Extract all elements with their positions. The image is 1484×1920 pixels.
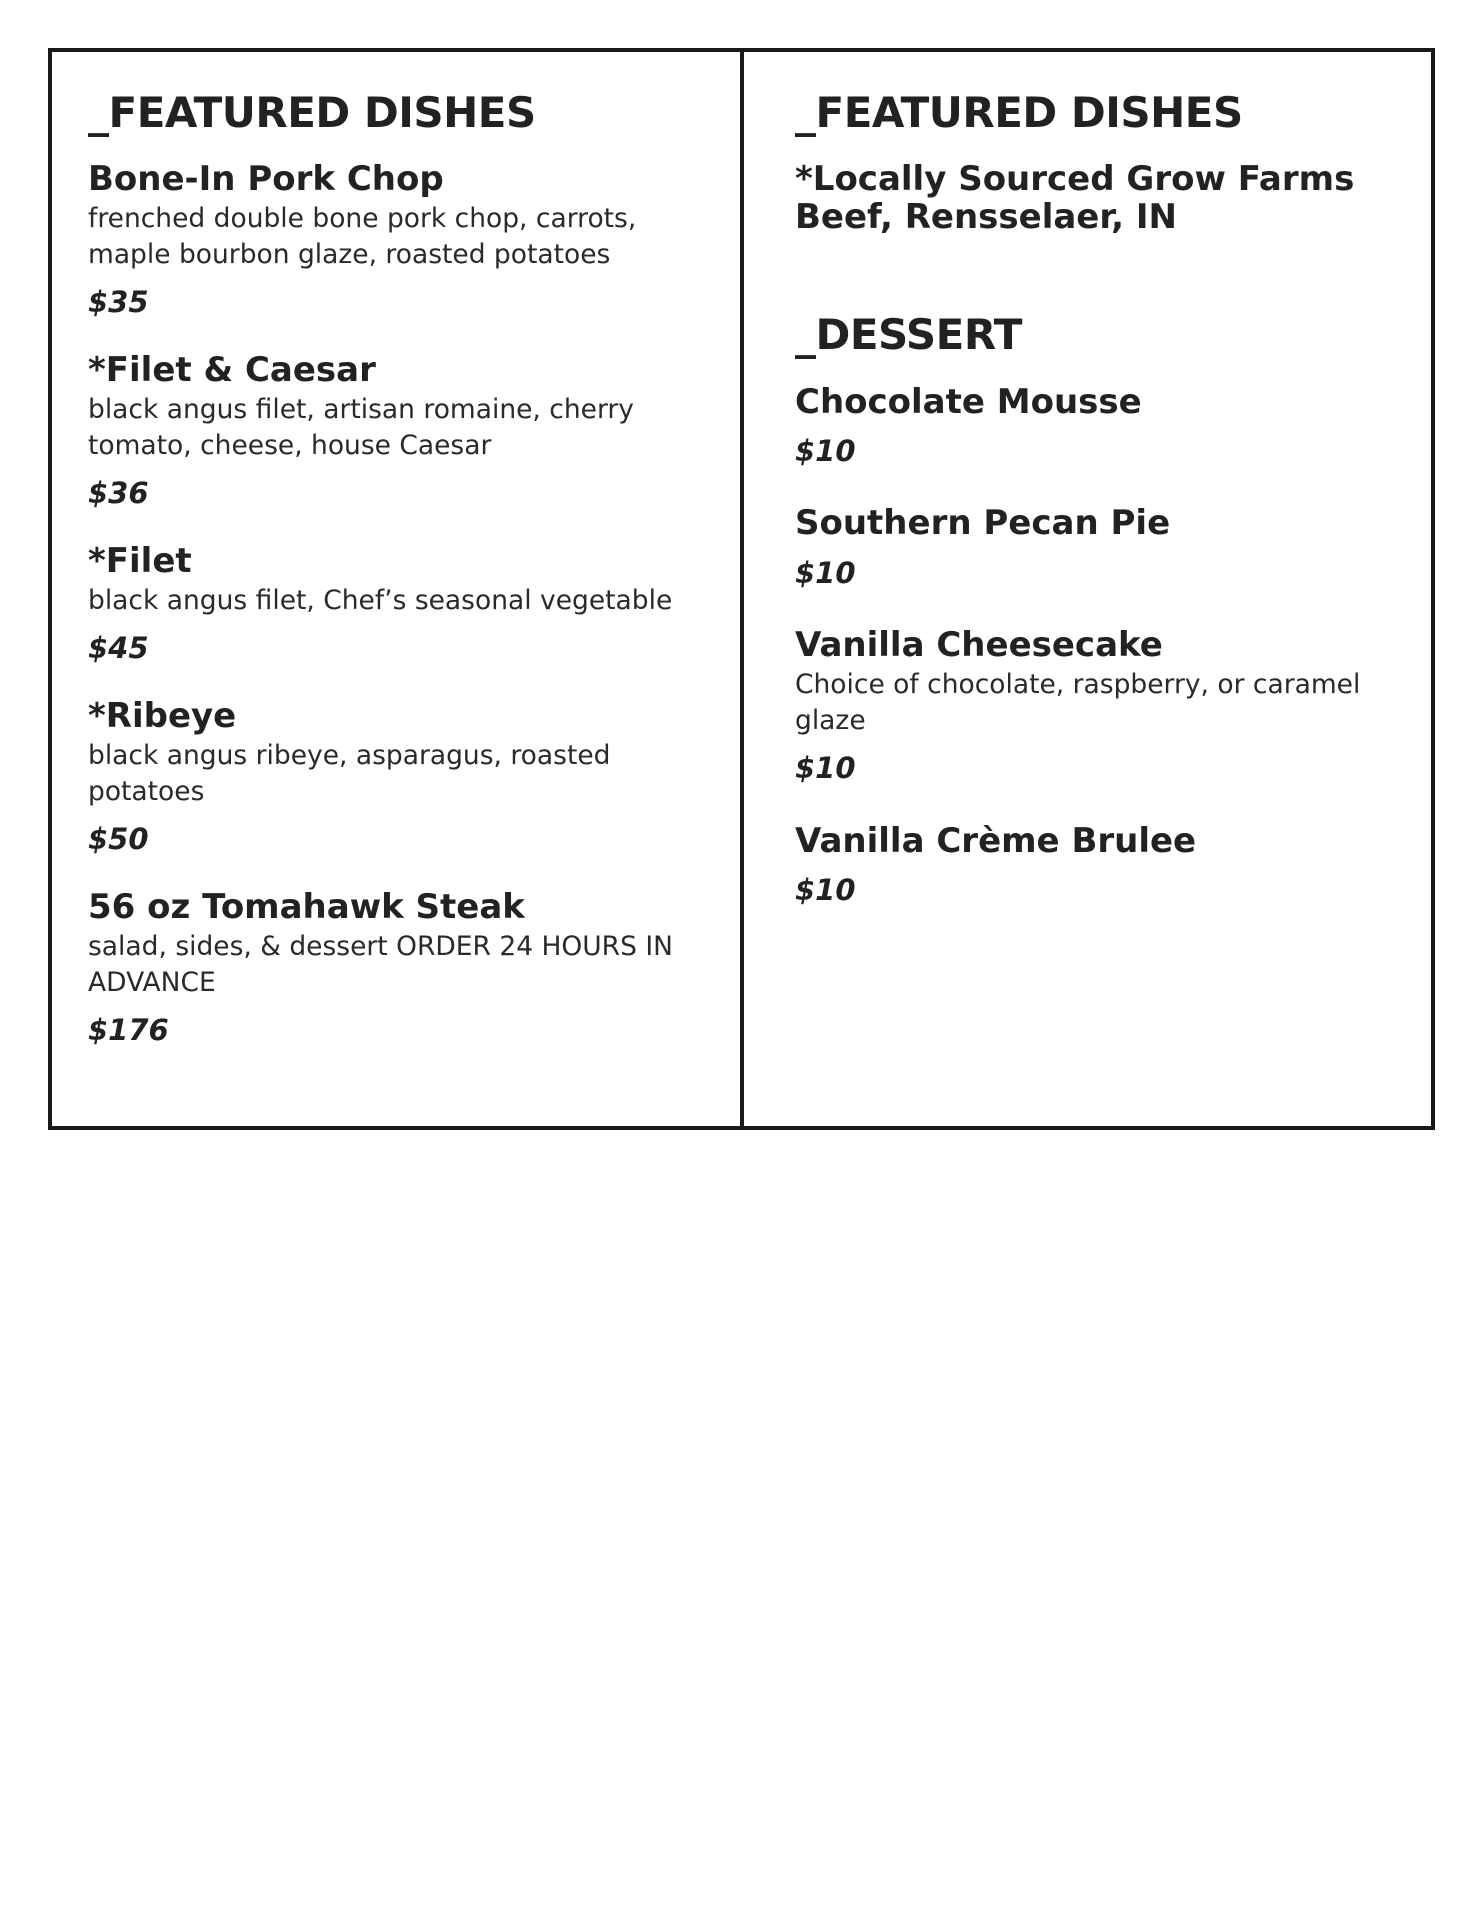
item-description: black angus ribeye, asparagus, roasted potatoes — [88, 739, 611, 807]
item-description: frenched double bone pork chop, carrots, maple bourbon glaze, roasted potatoes — [88, 203, 637, 271]
section-heading-dessert: _DESSERT — [795, 310, 1022, 360]
item-description: black angus filet, artisan romaine, cherry tomato, cheese, house Caesar — [88, 394, 634, 462]
item-name: Vanilla Cheesecake — [795, 625, 1163, 666]
item-price: $45 — [88, 631, 149, 666]
menu-item-filet — [88, 542, 704, 666]
menu-item-filet-caesar — [88, 351, 704, 511]
dessert-item-chocolate-mousse — [795, 383, 1395, 469]
item-name: Southern Pecan Pie — [795, 503, 1171, 544]
featured-and-dessert-column — [744, 52, 1431, 1126]
item-price: $50 — [88, 821, 149, 856]
item-name: *Filet — [88, 540, 192, 581]
menu-item-pork-chop — [88, 160, 704, 320]
item-price: $35 — [88, 285, 149, 320]
section-heading-featured: _FEATURED DISHES — [795, 88, 1243, 137]
item-price: $10 — [795, 751, 856, 786]
item-description: black angus filet, Chef’s seasonal vegetable — [88, 585, 673, 617]
item-name: Vanilla Crème Brulee — [795, 821, 1197, 862]
section-heading-featured: _FEATURED DISHES — [88, 88, 536, 137]
item-name: *Filet & Caesar — [88, 350, 376, 391]
item-price: $36 — [88, 476, 149, 511]
item-name: Chocolate Mousse — [795, 381, 1142, 422]
item-name: Bone-In Pork Chop — [88, 159, 444, 200]
menu-item-ribeye — [88, 697, 704, 857]
menu-item-tomahawk — [88, 888, 704, 1048]
beef-source-note: *Locally Sourced Grow Farms Beef, Rensselaer, IN — [795, 159, 1355, 238]
featured-dishes-column — [52, 52, 744, 1126]
dessert-item-cheesecake — [795, 626, 1395, 786]
item-price: $10 — [795, 555, 856, 590]
dessert-item-creme-brulee — [795, 822, 1395, 908]
item-name: 56 oz Tomahawk Steak — [88, 886, 525, 927]
menu-frame — [48, 48, 1435, 1130]
item-name: *Ribeye — [88, 695, 237, 736]
dessert-item-pecan-pie — [795, 504, 1395, 590]
item-price: $10 — [795, 433, 856, 468]
item-price: $176 — [88, 1012, 169, 1047]
item-description: salad, sides, & dessert ORDER 24 HOURS IN ADVANCE — [88, 930, 673, 998]
item-description: Choice of chocolate, raspberry, or caramel glaze — [795, 669, 1361, 737]
item-price: $10 — [795, 873, 856, 908]
